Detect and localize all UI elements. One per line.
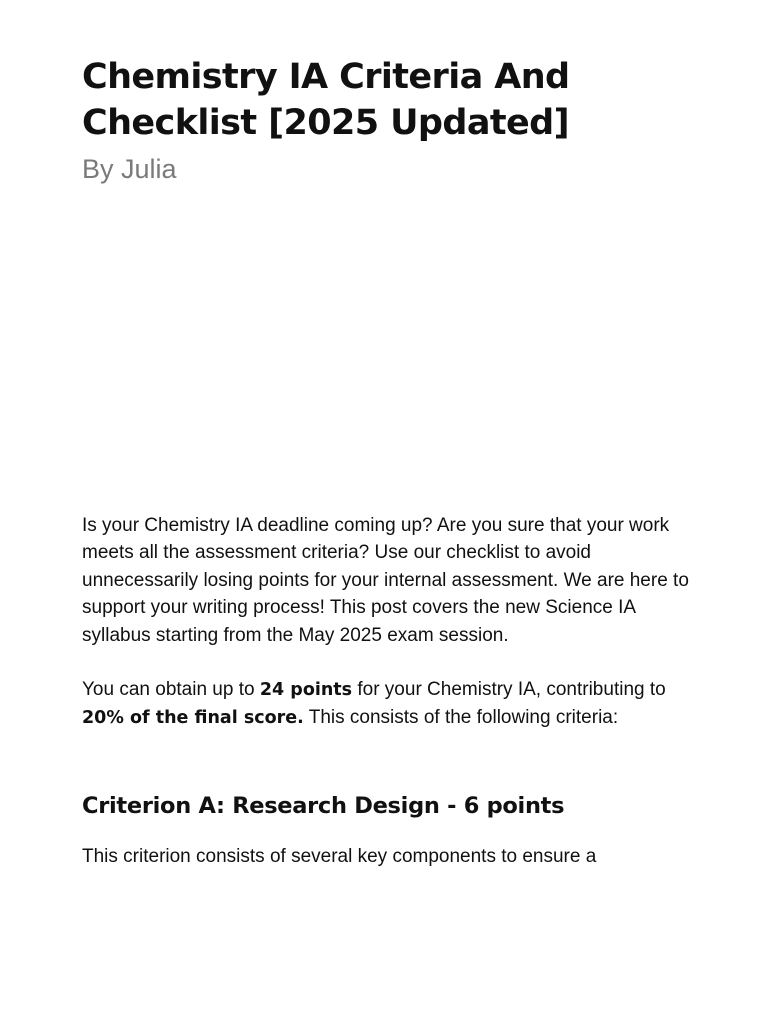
- score-text-1: You can obtain up to: [82, 679, 260, 701]
- points-highlight: 24 points: [259, 680, 353, 701]
- intro-paragraph: Is your Chemistry IA deadline coming up? Are you sure that your work meets all the assessment criteria? Use our checklist to avoid unnecessarily losing points for your internal assessment. We are here to support your writing process! This post covers the new Science IA syllabus starting from the May 2025 exam session.: [82, 515, 689, 646]
- criterion-a-paragraph: This criterion consists of several key components to ensure a: [82, 845, 597, 867]
- article-byline: By Julia: [82, 154, 177, 184]
- final-score-highlight: 20% of the final score.: [82, 708, 304, 729]
- score-text-3: This consists of the following criteria:: [303, 707, 619, 729]
- score-paragraph: [82, 676, 692, 733]
- article-title: Chemistry IA Criteria And Checklist [2025 Updated]: [82, 57, 570, 143]
- criterion-a-heading: Criterion A: Research Design - 6 points: [82, 792, 565, 819]
- score-text-2: for your Chemistry IA, contributing to: [352, 679, 666, 701]
- article-body: [82, 512, 692, 870]
- blank-space: [82, 200, 686, 500]
